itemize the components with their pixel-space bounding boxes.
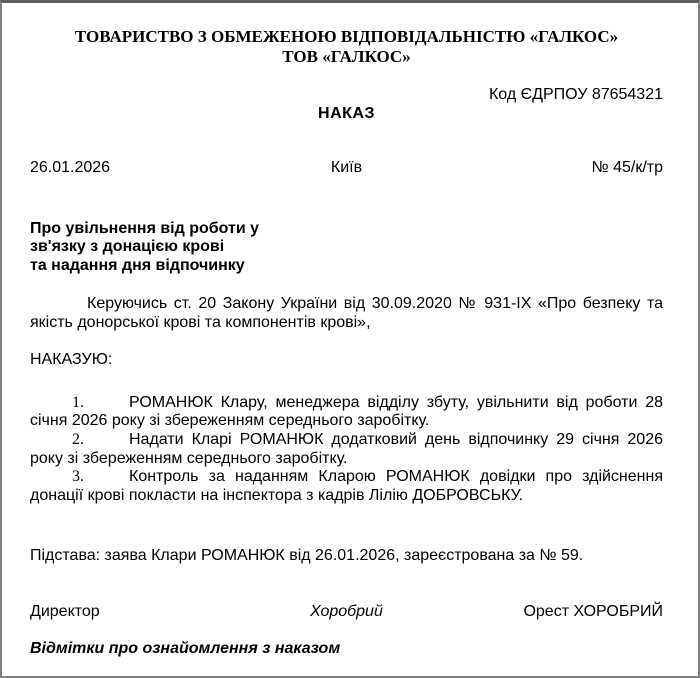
document-date: 26.01.2026	[30, 159, 111, 177]
order-item-3	[30, 468, 663, 505]
order-item-number: 3.	[72, 468, 84, 486]
company-name-short: ТОВ «ГАЛКОС»	[282, 47, 411, 66]
document-meta-row	[30, 159, 663, 178]
signer-position: Директор	[30, 602, 100, 620]
edrpou-code: Код ЄДРПОУ 87654321	[488, 86, 663, 103]
signature-row	[30, 603, 663, 622]
order-item-2	[30, 431, 663, 468]
signer-name: Орест ХОРОБРИЙ	[523, 602, 663, 620]
order-item-number: 2.	[72, 431, 84, 449]
basis-line: Підстава: заява Клари РОМАНЮК від 26.01.2026, зареєстрована за № 59.	[30, 547, 584, 565]
subject-line: та надання дня відпочинку	[30, 256, 245, 274]
order-item-number: 1.	[72, 393, 84, 411]
order-item-1	[30, 394, 663, 431]
document-number: № 45/к/тр	[591, 159, 663, 177]
company-header	[30, 27, 663, 67]
order-item-text: Контроль за наданням Кларою РОМАНЮК довідки про здійснення донації крові покласти на інспектора з кадрів Лілію ДОБРОВСЬКУ.	[30, 468, 663, 504]
subject-line: зв'язку з донацією крові	[30, 238, 225, 256]
subject-line: Про увільнення від роботи у	[30, 219, 260, 237]
order-keyword: НАКАЗУЮ:	[30, 351, 113, 369]
company-name-full: ТОВАРИСТВО З ОБМЕЖЕНОЮ ВІДПОВІДАЛЬНІСТЮ «ГАЛКОС»	[74, 27, 619, 46]
preamble-paragraph: Керуючись ст. 20 Закону України від 30.09.2020 № 931-ІХ «Про безпеку та якість донорської крові та компонентів крові»,	[30, 295, 663, 331]
order-item-text: РОМАНЮК Клару, менеджера відділу збуту, увільнити від роботи 28 січня 2026 року зі збереженням середнього заробітку.	[30, 393, 663, 430]
order-item-text: Надати Кларі РОМАНЮК додатковий день відпочинку 29 січня 2026 року зі збереженням середнього заробітку.	[30, 431, 663, 467]
document-city: Київ	[330, 159, 363, 177]
acknowledgement-note: Відмітки про ознайомлення з наказом	[30, 640, 341, 658]
handwritten-signature: Хоробрий	[310, 602, 383, 620]
document-type-title: НАКАЗ	[318, 104, 375, 122]
document-subject	[30, 220, 663, 276]
